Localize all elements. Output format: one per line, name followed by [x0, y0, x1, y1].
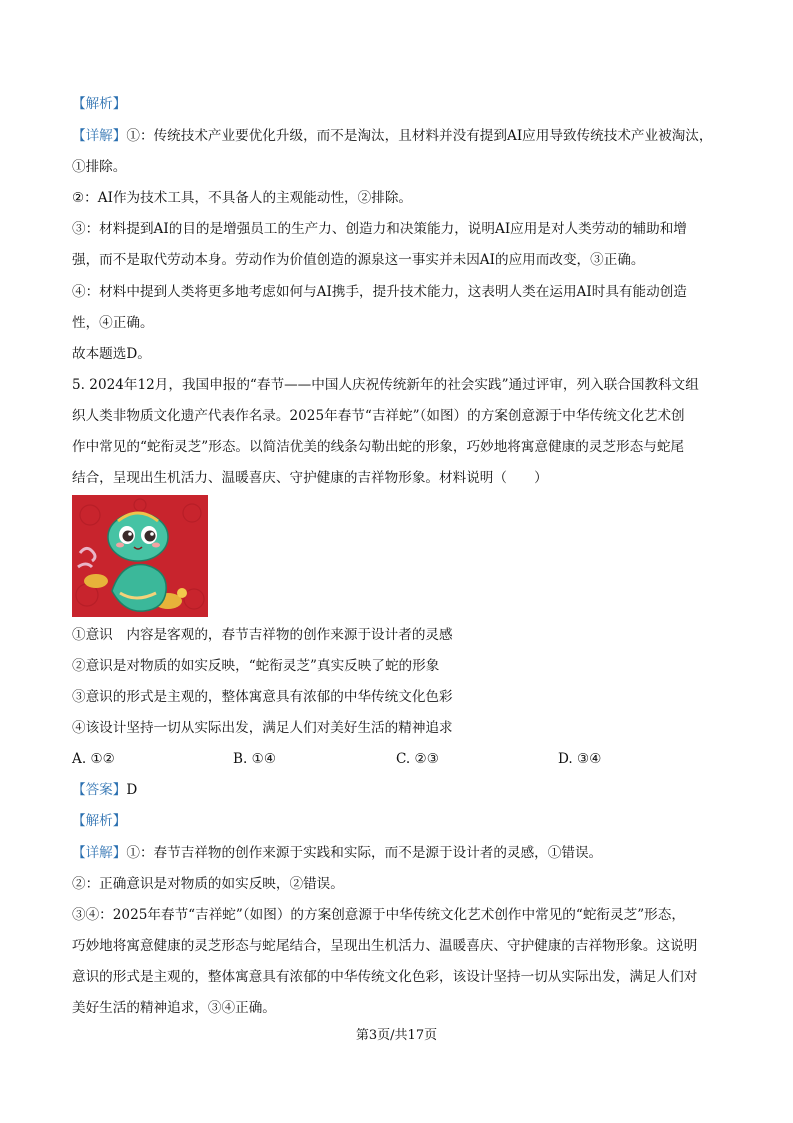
detail2-line-3: ③④：2025年春节“吉祥蛇”（如图）的方案创意源于中华传统文化艺术创作中常见的“蛇衔灵芝”形态， [72, 907, 685, 923]
answer-label: 【答案】 [72, 782, 127, 798]
answer-line [72, 781, 137, 799]
detail-line-3: ②：AI作为技术工具，不具备人的主观能动性，②排除。 [72, 190, 413, 206]
analysis-label-2: 【解析】 [72, 813, 127, 829]
statement-2: ②意识是对物质的如实反映，“蛇衔灵芝”真实反映了蛇的形象 [72, 658, 440, 674]
detail-text: ①：传统技术产业要优化升级，而不是淘汰，且材料并没有提到AI应用导致传统技术产业被淘汰， [126, 128, 713, 144]
question-line-1: 5. 2024年12月，我国申报的“春节——中国人庆祝传统新年的社会实践”通过评审，列入联合国教科文组 [72, 377, 699, 393]
option-c: C. ②③ [396, 751, 439, 767]
detail2-line-4: 巧妙地将寓意健康的灵芝形态与蛇尾结合，呈现出生机活力、温暖喜庆、守护健康的吉祥物形象。这说明 [72, 938, 698, 954]
detail-label: 【详解】 [72, 128, 127, 144]
detail2-line-6: 美好生活的精神追求，③④正确。 [72, 1000, 276, 1016]
question-line-2: 织人类非物质文化遗产代表作名录。2025年春节“吉祥蛇”（如图）的方案创意源于中华传统文化艺术创 [72, 408, 685, 424]
detail-line-7: 性，④正确。 [72, 315, 154, 331]
detail-line-1 [72, 127, 713, 145]
page-footer: 第3页/共17页 [355, 1028, 438, 1043]
detail-line-2: ①排除。 [72, 159, 127, 175]
statement-3: ③意识的形式是主观的，整体寓意具有浓郁的中华传统文化色彩 [72, 689, 453, 705]
option-a: A. ①② [72, 751, 115, 767]
option-b: B. ①④ [233, 751, 277, 767]
detail-label-2: 【详解】 [72, 845, 127, 861]
option-d: D. ③④ [558, 751, 602, 767]
detail2-line-1 [72, 844, 602, 862]
detail-line-5: 强，而不是取代劳动本身。劳动作为价值创造的源泉这一事实并未因AI的应用而改变，③正确。 [72, 252, 645, 268]
snake-mascot-illustration [72, 495, 208, 617]
analysis-label: 【解析】 [72, 96, 127, 112]
snake-mascot-image [72, 495, 208, 617]
detail2-line-2: ②：正确意识是对物质的如实反映，②错误。 [72, 876, 344, 892]
detail-line-4: ③：材料提到AI的目的是增强员工的生产力、创造力和决策能力，说明AI应用是对人类劳动的辅助和增 [72, 221, 687, 237]
statement-4: ④该设计坚持一切从实际出发，满足人们对美好生活的精神追求 [72, 720, 453, 736]
statement-1: ①意识 内容是客观的，春节吉祥物的创作来源于设计者的灵感 [72, 627, 453, 643]
answer-value: D [126, 782, 138, 798]
conclusion-line: 故本题选D。 [72, 346, 151, 362]
detail-line-6: ④：材料中提到人类将更多地考虑如何与AI携手，提升技术能力，这表明人类在运用AI时具有能动创造 [72, 284, 687, 300]
detail2-text: ①：春节吉祥物的创作来源于实践和实际，而不是源于设计者的灵感，①错误。 [126, 845, 603, 861]
question-line-3: 作中常见的“蛇衔灵芝”形态。以简洁优美的线条勾勒出蛇的形象，巧妙地将寓意健康的灵芝形态与蛇尾 [72, 439, 685, 455]
detail2-line-5: 意识的形式是主观的，整体寓意具有浓郁的中华传统文化色彩，该设计坚持一切从实际出发，满足人们对 [72, 969, 698, 985]
question-line-4: 结合，呈现出生机活力、温暖喜庆、守护健康的吉祥物形象。材料说明（ ） [72, 470, 548, 486]
